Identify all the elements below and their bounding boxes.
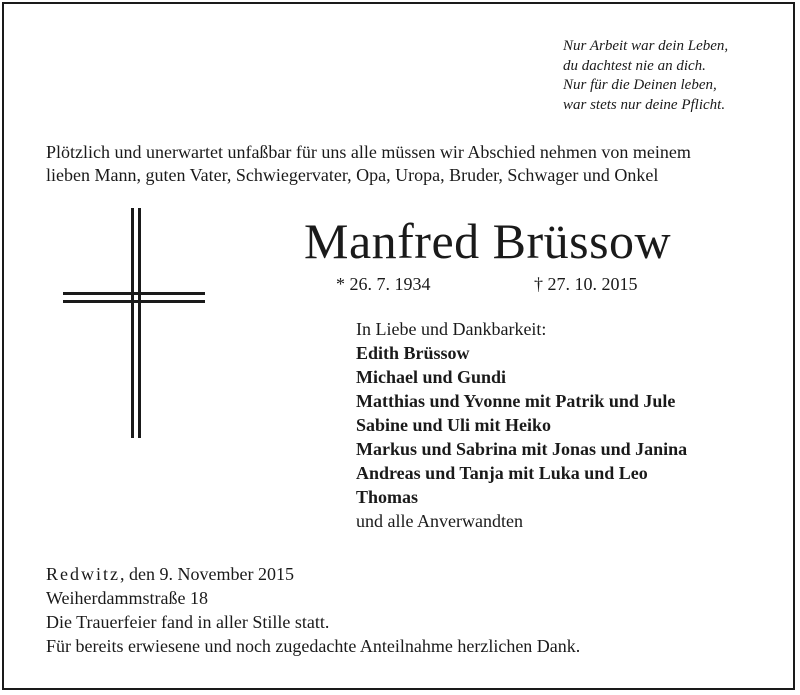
mourner-name: Markus und Sabrina mit Jonas und Janina xyxy=(356,439,688,459)
place-date xyxy=(46,562,580,586)
thanks-note: Für bereits erwiesene und noch zugedachte Anteilnahme herzlichen Dank. xyxy=(46,636,581,656)
announcement-line-2: lieben Mann, guten Vater, Schwiegervater, Opa, Uropa, Bruder, Schwager und Onkel xyxy=(46,165,659,185)
funeral-note: Die Trauerfeier fand in aller Stille statt. xyxy=(46,612,330,632)
announcement-line-1: Plötzlich und unerwartet unfaßbar für uns alle müssen wir Abschied nehmen von meinem xyxy=(46,142,691,162)
footer xyxy=(46,562,580,658)
poem-line: war stets nur deine Pflicht. xyxy=(563,96,726,113)
mourner-name: Sabine und Uli mit Heiko xyxy=(356,415,552,435)
memorial-poem xyxy=(563,37,728,115)
birth-date: * 26. 7. 1934 xyxy=(336,274,431,294)
mourners-heading: In Liebe und Dankbarkeit: xyxy=(356,319,547,339)
cross-icon xyxy=(63,208,205,438)
poem-line: Nur Arbeit war dein Leben, xyxy=(563,38,729,54)
mourner-name: Andreas und Tanja mit Luka und Leo xyxy=(356,463,648,483)
mourner-name: Michael und Gundi xyxy=(356,367,507,387)
mourners-list xyxy=(356,317,687,533)
poem-line: du dachtest nie an dich. xyxy=(563,57,706,74)
date: , den 9. November 2015 xyxy=(120,564,294,584)
deceased-name: Manfred Brüssow xyxy=(304,213,672,269)
death-date: † 27. 10. 2015 xyxy=(534,274,638,294)
mourners-closing: und alle Anverwandten xyxy=(356,511,523,531)
mourner-name: Thomas xyxy=(356,487,419,507)
city: Redwitz xyxy=(46,564,120,584)
poem-line: Nur für die Deinen leben, xyxy=(563,77,717,93)
street-address: Weiherdammstraße 18 xyxy=(46,588,208,608)
mourner-name: Matthias und Yvonne mit Patrik und Jule xyxy=(356,391,676,411)
announcement-text xyxy=(46,141,691,187)
mourner-name: Edith Brüssow xyxy=(356,343,470,363)
